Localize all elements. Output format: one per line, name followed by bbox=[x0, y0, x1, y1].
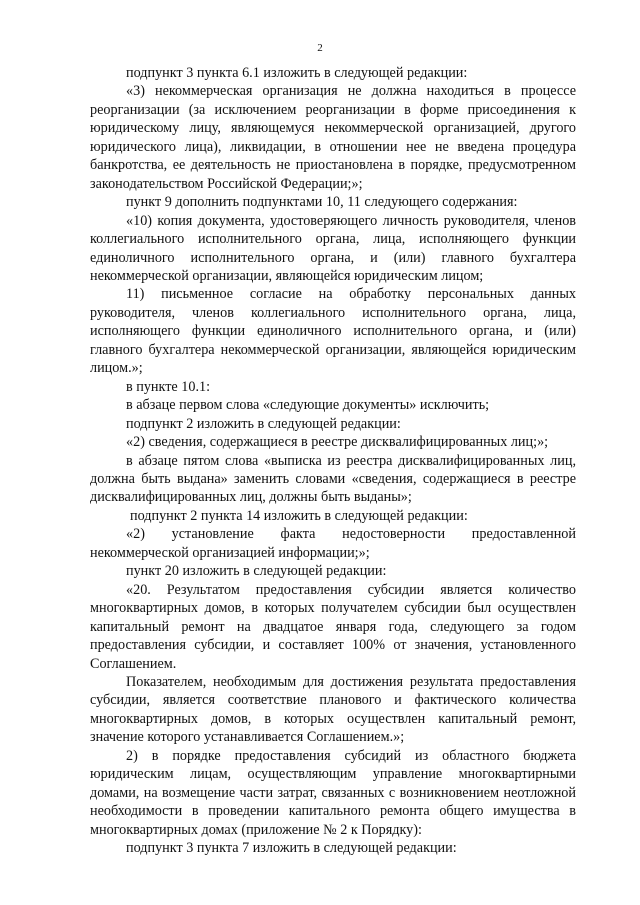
paragraph: в абзаце первом слова «следующие документы» исключить; bbox=[126, 397, 490, 414]
paragraph: 2) в порядке предоставления субсидий из областного бюджета юридическим лицам, осуществляющим управление многоквартирными домами, на возмещение части затрат, связанных с возникновением неотложной необходимости в проведении капитального ремонта общего имущества в многоквартирных домах (приложение № 2 к Порядку): bbox=[90, 747, 576, 838]
document-body bbox=[90, 64, 576, 857]
paragraph: пункт 9 дополнить подпунктами 10, 11 следующего содержания: bbox=[126, 194, 518, 211]
paragraph: «2) установление факта недостоверности предоставленной некоммерческой организацией информации;»; bbox=[90, 526, 576, 561]
paragraph: в пункте 10.1: bbox=[126, 378, 211, 395]
paragraph: пункт 20 изложить в следующей редакции: bbox=[126, 563, 387, 580]
page-number: 2 bbox=[317, 42, 323, 54]
paragraph: «20. Результатом предоставления субсидии является количество многоквартирных домов, в которых получателем субсидии был осуществлен капитальный ремонт на двадцатое января года, следующего за годом предоставления субсидии, и составляет 100% от значения, установленного Соглашением. bbox=[90, 581, 576, 672]
paragraph: Показателем, необходимым для достижения результата предоставления субсидии, является соответствие планового и фактического количества многоквартирных домов, в которых осуществлен капитальный ремонт, значение которого устанавливается Соглашением.»; bbox=[90, 673, 576, 746]
paragraph: подпункт 3 пункта 6.1 изложить в следующей редакции: bbox=[126, 65, 468, 81]
paragraph: в абзаце пятом слова «выписка из реестра дисквалифицированных лиц, должна быть выдана» заменить словами «сведения, содержащиеся в реестре дисквалифицированных лиц, должны быть выданы»; bbox=[90, 452, 576, 506]
paragraph: «2) сведения, содержащиеся в реестре дисквалифицированных лиц;»; bbox=[126, 434, 549, 451]
paragraph: подпункт 2 пункта 14 изложить в следующей редакции: bbox=[130, 507, 468, 524]
paragraph: «3) некоммерческая организация не должна находиться в процессе реорганизации (за исключением реорганизации в форме присоединения к юридическому лицу, являющемуся некоммерческой организацией, другого юридического лица), ликвидации, в отношении нее не введена процедура банкротства, ее деятельность не приостановлена в порядке, предусмотренном законодательством Российской Федерации;»; bbox=[90, 83, 576, 192]
paragraph: подпункт 2 изложить в следующей редакции: bbox=[126, 415, 401, 432]
paragraph: подпункт 3 пункта 7 изложить в следующей редакции: bbox=[126, 840, 457, 857]
paragraph: «10) копия документа, удостоверяющего личность руководителя, членов коллегиального исполнительного органа, лица, исполняющего функции единоличного исполнительного органа, и (или) главного бухгалтера некоммерческой организации, являющейся юридическим лицом; bbox=[90, 212, 576, 284]
paragraph: 11) письменное согласие на обработку персональных данных руководителя, членов коллегиального исполнительного органа, лица, исполняющего функции единоличного исполнительного органа, и (или) главного бухгалтера некоммерческой организации, являющейся юридическим лицом.»; bbox=[90, 286, 576, 377]
